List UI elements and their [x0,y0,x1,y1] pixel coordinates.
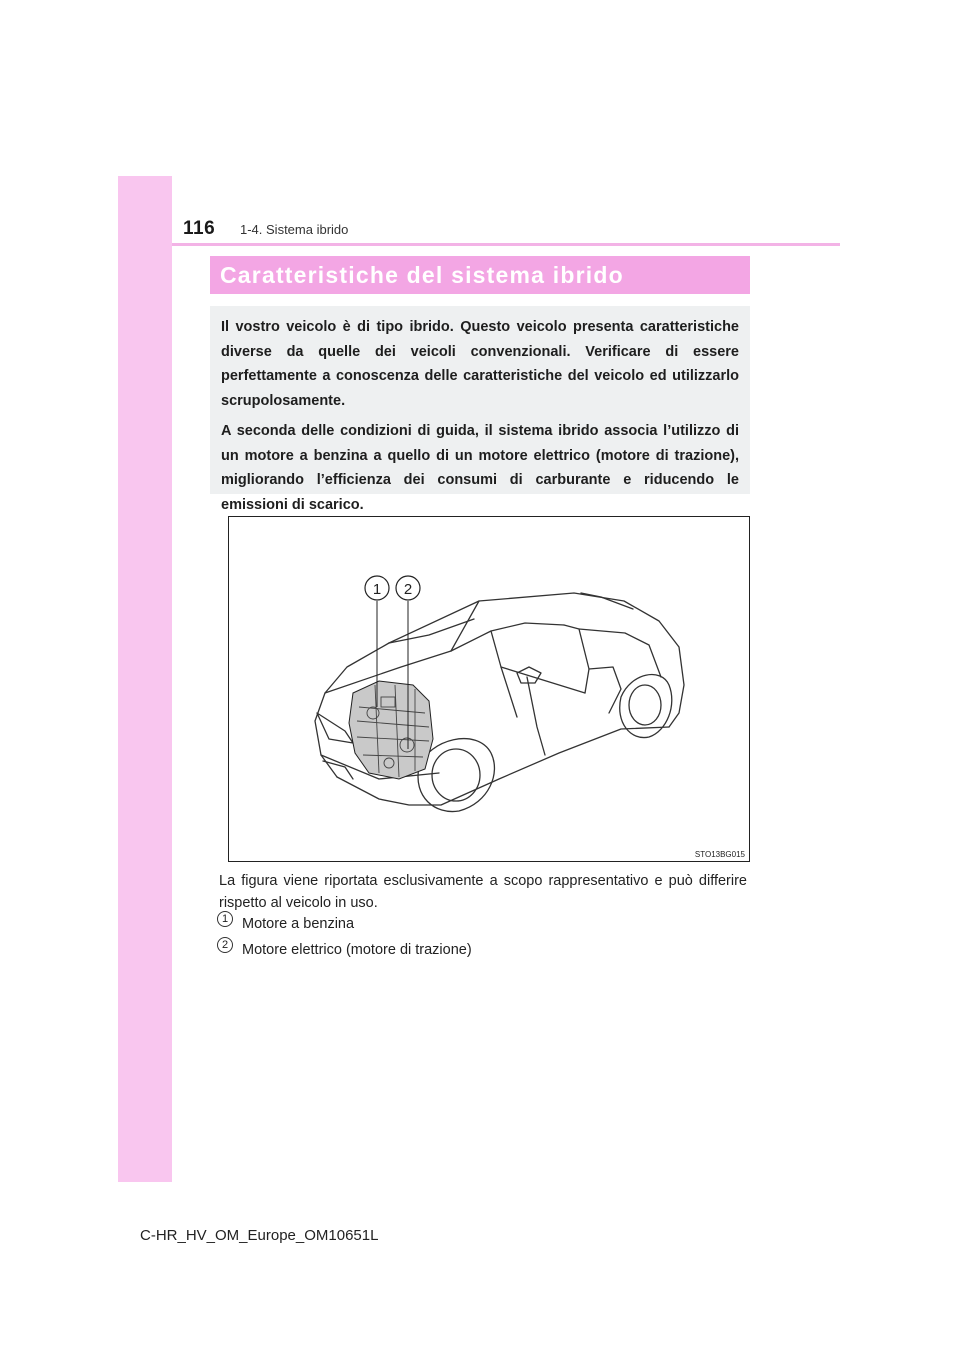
footer-doc-code: C-HR_HV_OM_Europe_OM10651L [140,1227,379,1244]
legend-number-2: 2 [217,937,233,953]
intro-paragraph-1: Il vostro veicolo è di tipo ibrido. Questo veicolo presenta caratteristiche diverse da quelle dei veicoli convenzionali. Verificare di essere perfettamente a conoscenza delle caratteristiche del veicolo ed utilizzarlo scrupolosamente. [221,319,739,409]
legend-label-2: Motore elettrico (motore di trazione) [242,942,472,958]
legend-item-2 [217,939,472,958]
legend-label-1: Motore a benzina [242,916,355,932]
car-illustration [229,517,749,861]
figure-callout-2: 2 [403,581,413,598]
figure-frame [228,516,750,862]
page-title: Caratteristiche del sistema ibrido [220,261,624,288]
page-side-tab [118,176,172,1182]
section-title: 1-4. Sistema ibrido [240,222,349,237]
figure-code: STO13BG015 [694,850,745,859]
figure-callout-1: 1 [372,581,382,598]
intro-box [210,306,750,513]
page-number: 116 [183,218,216,239]
legend-item-1 [217,913,355,932]
legend-number-1: 1 [217,911,233,927]
intro-paragraph-2: A seconda delle condizioni di guida, il sistema ibrido associa l’utilizzo di un motore a benzina a quello di un motore elettrico (motore di trazione), migliorando l’efficienza dei consumi di carburante e riducendo le emissioni di scarico. [221,423,739,513]
title-band [210,256,750,294]
header-divider [172,243,840,246]
figure-caption: La figura viene riportata esclusivamente a scopo rappresentativo e può differire rispetto al veicolo in uso. [219,873,747,911]
